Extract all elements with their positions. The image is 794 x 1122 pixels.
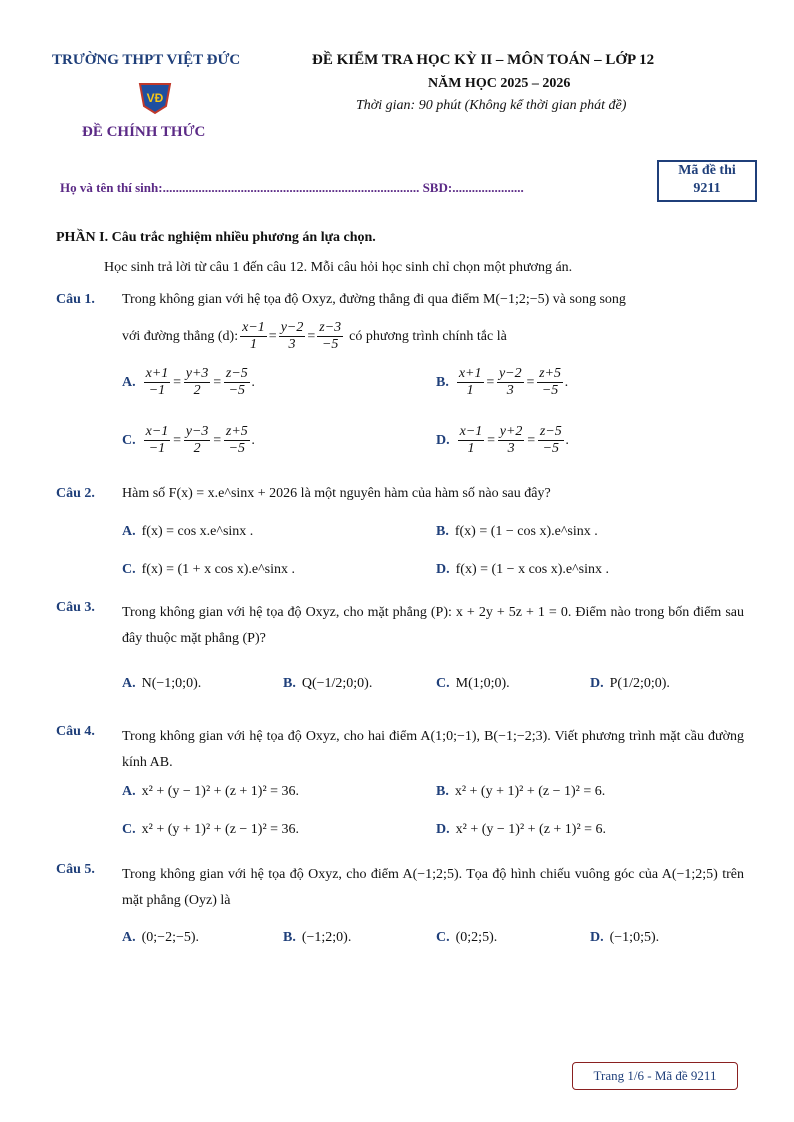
answer-option-b[interactable]: B. x² + (y + 1)² + (z − 1)² = 6. [436,784,606,799]
official-label: ĐỀ CHÍNH THỨC [82,124,206,140]
answer-option-c[interactable]: C. M(1;0;0). [436,676,510,691]
school-name: TRƯỜNG THPT VIỆT ĐỨC [52,52,241,68]
fraction: $\frac{x-1}{1}$ [242,320,265,352]
answer-option-b[interactable]: B. (−1;2;0). [283,930,352,945]
exam-time: Thời gian: 90 phút (Không kể thời gian phát đề) [356,98,627,113]
answer-option-a[interactable]: A. x² + (y − 1)² + (z + 1)² = 36. [122,784,300,799]
school-logo [136,80,174,116]
answer-option-a[interactable]: A. f(x) = cos x.e^sinx . [122,524,254,539]
answer-option-c[interactable]: C. $\frac{x-1}{-1}$ = $\frac{y-3}{2}$ = $\frac{z+5}{-5}$ . [122,424,256,456]
question-text: Trong không gian với hệ tọa độ Oxyz, đường thẳng đi qua điểm M(−1;2;−5) và song song [122,292,626,307]
question-label: Câu 5. [56,862,95,877]
question-text: có phương trình chính tắc là [349,328,507,344]
answer-option-a[interactable]: A. (0;−2;−5). [122,930,200,945]
question-text: Hàm số F(x) = x.e^sinx + 2026 là một nguyên hàm của hàm số nào sau đây? [122,486,551,501]
exam-year: NĂM HỌC 2025 – 2026 [428,76,571,91]
answer-option-b[interactable]: B. $\frac{x+1}{1}$ = $\frac{y-2}{3}$ = $\frac{z+5}{-5}$ . [436,366,569,398]
answer-option-d[interactable]: D. x² + (y − 1)² + (z + 1)² = 6. [436,822,607,837]
exam-title: ĐỀ KIỂM TRA HỌC KỲ II – MÔN TOÁN – LỚP 12 [312,52,655,68]
question-label: Câu 2. [56,486,95,501]
question-text: Trong không gian với hệ tọa độ Oxyz, cho hai điểm A(1;0;−1), B(−1;−2;3). Viết phương trình mặt cầu đường kính AB. [122,729,744,770]
answer-option-d[interactable]: D. $\frac{x-1}{1}$ = $\frac{y+2}{3}$ = $\frac{z-5}{-5}$ . [436,424,570,456]
answer-option-c[interactable]: C. f(x) = (1 + x cos x).e^sinx . [122,562,296,577]
logo-text: VĐ [146,91,164,105]
answer-option-a[interactable]: A. N(−1;0;0). [122,676,202,691]
student-info-line: Họ và tên thí sinh:............................................................................... SBD:...................... [60,180,524,195]
answer-option-a[interactable]: A. $\frac{x+1}{-1}$ = $\frac{y+3}{2}$ = $\frac{z-5}{-5}$ . [122,366,256,398]
question-label: Câu 4. [56,724,95,739]
part-title: PHẦN I. Câu trắc nghiệm nhiều phương án lựa chọn. [56,230,376,245]
question-label: Câu 1. [56,292,95,307]
answer-option-d[interactable]: D. P(1/2;0;0). [590,676,670,691]
exam-code: 9211 [693,181,721,196]
answer-option-d[interactable]: D. f(x) = (1 − x cos x).e^sinx . [436,562,610,577]
page-footer: Trang 1/6 - Mã đề 9211 [572,1062,738,1090]
answer-option-c[interactable]: C. x² + (y + 1)² + (z − 1)² = 36. [122,822,300,837]
question-label: Câu 3. [56,600,95,615]
question-text-line2: với đường thẳng (d): $\frac{x-1}{1}$ = $\frac{y-2}{3}$ = $\frac{z-3}{-5}$ có phương trình chính tắc là [122,320,507,352]
part-instruction: Học sinh trả lời từ câu 1 đến câu 12. Mỗi câu hỏi học sinh chỉ chọn một phương án. [104,260,573,275]
question-text: Trong không gian với hệ tọa độ Oxyz, cho điểm A(−1;2;5). Tọa độ hình chiếu vuông góc của A(−1;2;5) trên mặt phẳng (Oyz) là [122,867,744,908]
answer-option-c[interactable]: C. (0;2;5). [436,930,498,945]
question-text: với đường thẳng (d): [122,328,239,344]
exam-code-box [657,160,757,202]
question-text: Trong không gian với hệ tọa độ Oxyz, cho mặt phẳng (P): x + 2y + 5z + 1 = 0. Điểm nào trong bốn điểm sau đây thuộc mặt phẳng (P)? [122,605,744,646]
answer-option-b[interactable]: B. Q(−1/2;0;0). [283,676,373,691]
fraction: $\frac{y-2}{3}$ [280,320,304,352]
answer-option-d[interactable]: D. (−1;0;5). [590,930,660,945]
exam-code-label: Mã đề thi [678,163,736,178]
answer-option-b[interactable]: B. f(x) = (1 − cos x).e^sinx . [436,524,598,539]
fraction: $\frac{z-3}{-5}$ [319,320,342,352]
